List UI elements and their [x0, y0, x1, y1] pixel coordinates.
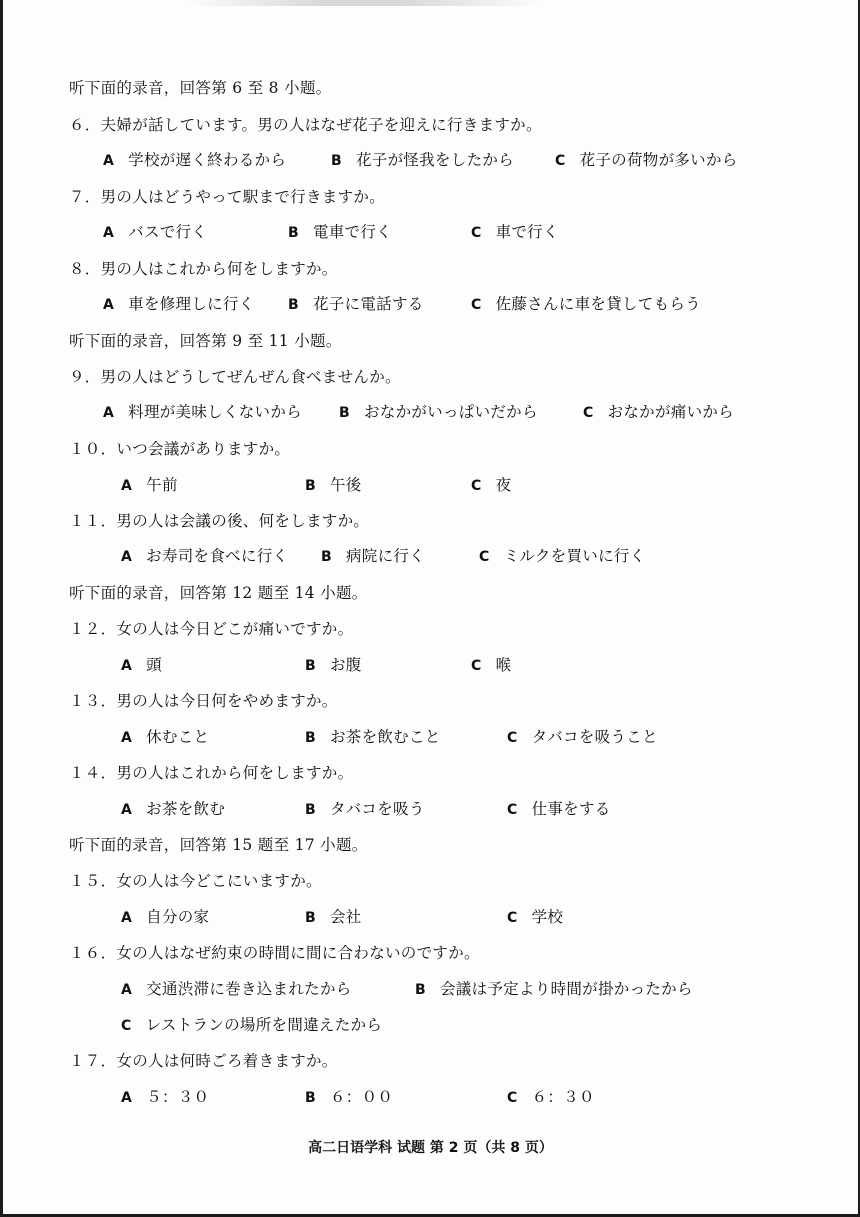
option-c: C 車で行く [471, 223, 559, 241]
option-c: C 学校 [507, 908, 564, 926]
option-b: B お茶を飲むこと [305, 728, 441, 746]
option-b: B 花子に電話する [288, 295, 424, 313]
option-c: C 夜 [471, 476, 512, 494]
option-a: A 学校が遅く終わるから [103, 151, 287, 169]
section-intro: 听下面的录音，回答第 6 至 8 小题。 [69, 79, 332, 97]
section-intro: 听下面的录音，回答第 15 题至 17 小题。 [69, 836, 368, 854]
option-a: A 自分の家 [121, 908, 210, 926]
option-c: C タバコを吸うこと [507, 728, 658, 746]
option-a: A お茶を飲む [121, 800, 226, 818]
option-b: B タバコを吸う [305, 800, 425, 818]
question-12: １２．女の人は今日どこが痛いですか。 [69, 620, 354, 638]
option-b: B 電車で行く [288, 223, 392, 241]
question-17: １７．女の人は何時ごろ着きますか。 [69, 1052, 338, 1070]
question-14: １４．男の人はこれから何をしますか。 [69, 764, 354, 782]
option-a: A お寿司を食べに行く [121, 547, 289, 565]
option-c: C ミルクを買いに行く [479, 547, 646, 565]
option-a: A バスで行く [103, 223, 208, 241]
option-c: C ６：３０ [507, 1088, 595, 1106]
question-13: １３．男の人は今日何をやめますか。 [69, 692, 338, 710]
question-11: １１．男の人は会議の後、何をしますか。 [69, 512, 370, 530]
option-b: B ６：００ [305, 1088, 394, 1106]
option-b: B おなかがいっぱいだから [339, 403, 538, 421]
option-b: B 会議は予定より時間が掛かったから [415, 980, 693, 998]
question-7: ７．男の人はどうやって駅まで行きますか。 [69, 188, 386, 206]
option-b: B 花子が怪我をしたから [331, 151, 514, 169]
option-b: B 病院に行く [321, 547, 425, 565]
option-c: C レストランの場所を間違えたから [121, 1016, 383, 1034]
option-c: C 佐藤さんに車を貸してもらう [471, 295, 701, 313]
page-footer: 高二日语学科 试题 第 2 页（共 8 页） [308, 1140, 553, 1156]
question-16: １６．女の人はなぜ約束の時間に間に合わないのですか。 [69, 944, 480, 962]
option-c: C 花子の荷物が多いから [555, 151, 738, 169]
scan-artifact [183, 0, 543, 6]
option-b: B お腹 [305, 656, 362, 674]
option-a: A 休むこと [121, 728, 210, 746]
option-c: C 喉 [471, 656, 512, 674]
option-a: A 午前 [121, 476, 178, 494]
question-8: ８．男の人はこれから何をしますか。 [69, 260, 338, 278]
option-a: A 車を修理しに行く [103, 295, 255, 313]
question-10: １０．いつ会議がありますか。 [69, 440, 291, 458]
option-b: B 会社 [305, 908, 362, 926]
section-intro: 听下面的录音，回答第 12 题至 14 小题。 [69, 584, 368, 602]
option-b: B 午後 [305, 476, 362, 494]
section-intro: 听下面的录音，回答第 9 至 11 小题。 [69, 332, 342, 350]
option-a: A ５：３０ [121, 1088, 210, 1106]
option-c: C 仕事をする [507, 800, 611, 818]
question-9: ９．男の人はどうしてぜんぜん食べませんか。 [69, 368, 401, 386]
question-6: ６．夫婦が話しています。男の人はなぜ花子を迎えに行きますか。 [69, 116, 542, 134]
option-a: A 料理が美味しくないから [103, 403, 302, 421]
option-a: A 頭 [121, 656, 162, 674]
question-15: １５．女の人は今どこにいますか。 [69, 872, 322, 890]
option-a: A 交通渋滞に巻き込まれたから [121, 980, 352, 998]
option-c: C おなかが痛いから [583, 403, 734, 421]
